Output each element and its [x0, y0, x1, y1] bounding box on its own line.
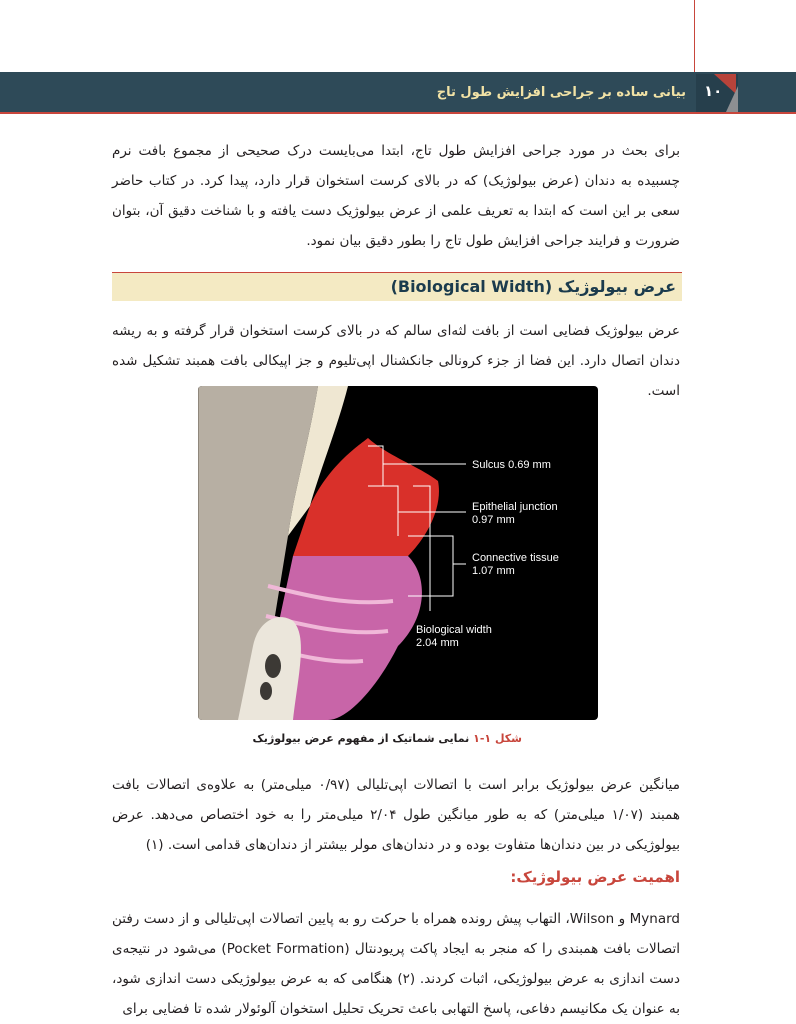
- caption-text: نمایی شماتیک از مفهوم عرض بیولوژیک: [252, 732, 474, 745]
- label-epithelial-value: 0.97 mm: [472, 514, 515, 526]
- page-number: ۱۰: [704, 82, 723, 100]
- importance-heading: اهمیت عرض بیولوژیک:: [510, 868, 680, 886]
- bone-cavity: [265, 654, 281, 678]
- section-title: عرض بیولوژیک (Biological Width): [390, 277, 676, 296]
- figure-caption: [112, 732, 522, 745]
- page-header: [0, 72, 796, 114]
- label-biological: Biological width: [416, 624, 492, 636]
- label-biological-value: 2.04 mm: [416, 637, 459, 649]
- importance-paragraph: Mynard و Wilson، التهاب پیش رونده همراه با حرکت رو به پایین اتصالات اپی‌تلیالی و از دست رفتن اتصالات بافت همبندی را که منجر به ایجاد پاکت پریودنتال (Pocket Formation) می‌شود در نتیجه‌ی دست اندازی به عرض بیولوژیکی، اثبات کردند. (۲) هنگامی که به عرض بیولوژیکی دست اندازی شود، به عنوان یک مکانیسم دفاعی، پاسخ التهابی باعث تحریک تحلیل استخوان آلوئولار شده تا فضایی برای: [112, 911, 680, 1017]
- label-connective-value: 1.07 mm: [472, 565, 515, 577]
- margin-line: [694, 0, 695, 72]
- label-sulcus: Sulcus 0.69 mm: [472, 459, 551, 471]
- label-epithelial: Epithelial junction: [472, 501, 558, 513]
- section-heading: [112, 272, 682, 301]
- figure-illustration: [198, 386, 598, 720]
- average-paragraph: میانگین عرض بیولوژیک برابر است با اتصالات اپی‌تلیالی (۰/۹۷ میلی‌متر) به علاوه‌ی اتصالات بافت همبند (۱/۰۷ میلی‌متر) که به طور میانگین طول ۲/۰۴ میلی‌متر را به خود اختصاص می‌دهد. عرض بیولوژیکی در بین دندان‌ها متفاوت بوده و در دندان‌های مولر بیشتر از دندان‌های قدامی است. (۱): [112, 777, 681, 853]
- badge-grey-shape: [726, 86, 738, 112]
- caption-number: شکل ۱-۱: [473, 732, 522, 745]
- biological-width-figure: [198, 386, 598, 720]
- running-title: بیانی ساده بر جراحی افزایش طول تاج: [436, 85, 686, 100]
- label-connective: Connective tissue: [472, 552, 559, 564]
- intro-paragraph: برای بحث در مورد جراحی افزایش طول تاج، ابتدا می‌بایست درک صحیحی از مجموع بافت نرم چسبیده به دندان (عرض بیولوژیک) که در بالای کرست استخوان قرار دارد، پیدا کرد. در کتاب حاضر سعی بر این است که ابتدا به تعریف علمی از عرض بیولوژیک دست یافته و با شناخت دقیق آن، بتوان ضرورت و فرایند جراحی افزایش طول تاج را بطور دقیق بیان نمود.: [112, 143, 680, 249]
- header-rule: [0, 112, 796, 114]
- bone-cavity: [260, 682, 272, 700]
- definition-paragraph: عرض بیولوژیک فضایی است از بافت لثه‌ای سالم که در بالای کرست استخوان قرار گرفته و به ریشه دندان اتصال دارد. این فضا از جزء کرونالی جانکشنال اپی‌تلیوم و جز اپیکالی بافت همبند تشکیل شده است.: [112, 323, 680, 399]
